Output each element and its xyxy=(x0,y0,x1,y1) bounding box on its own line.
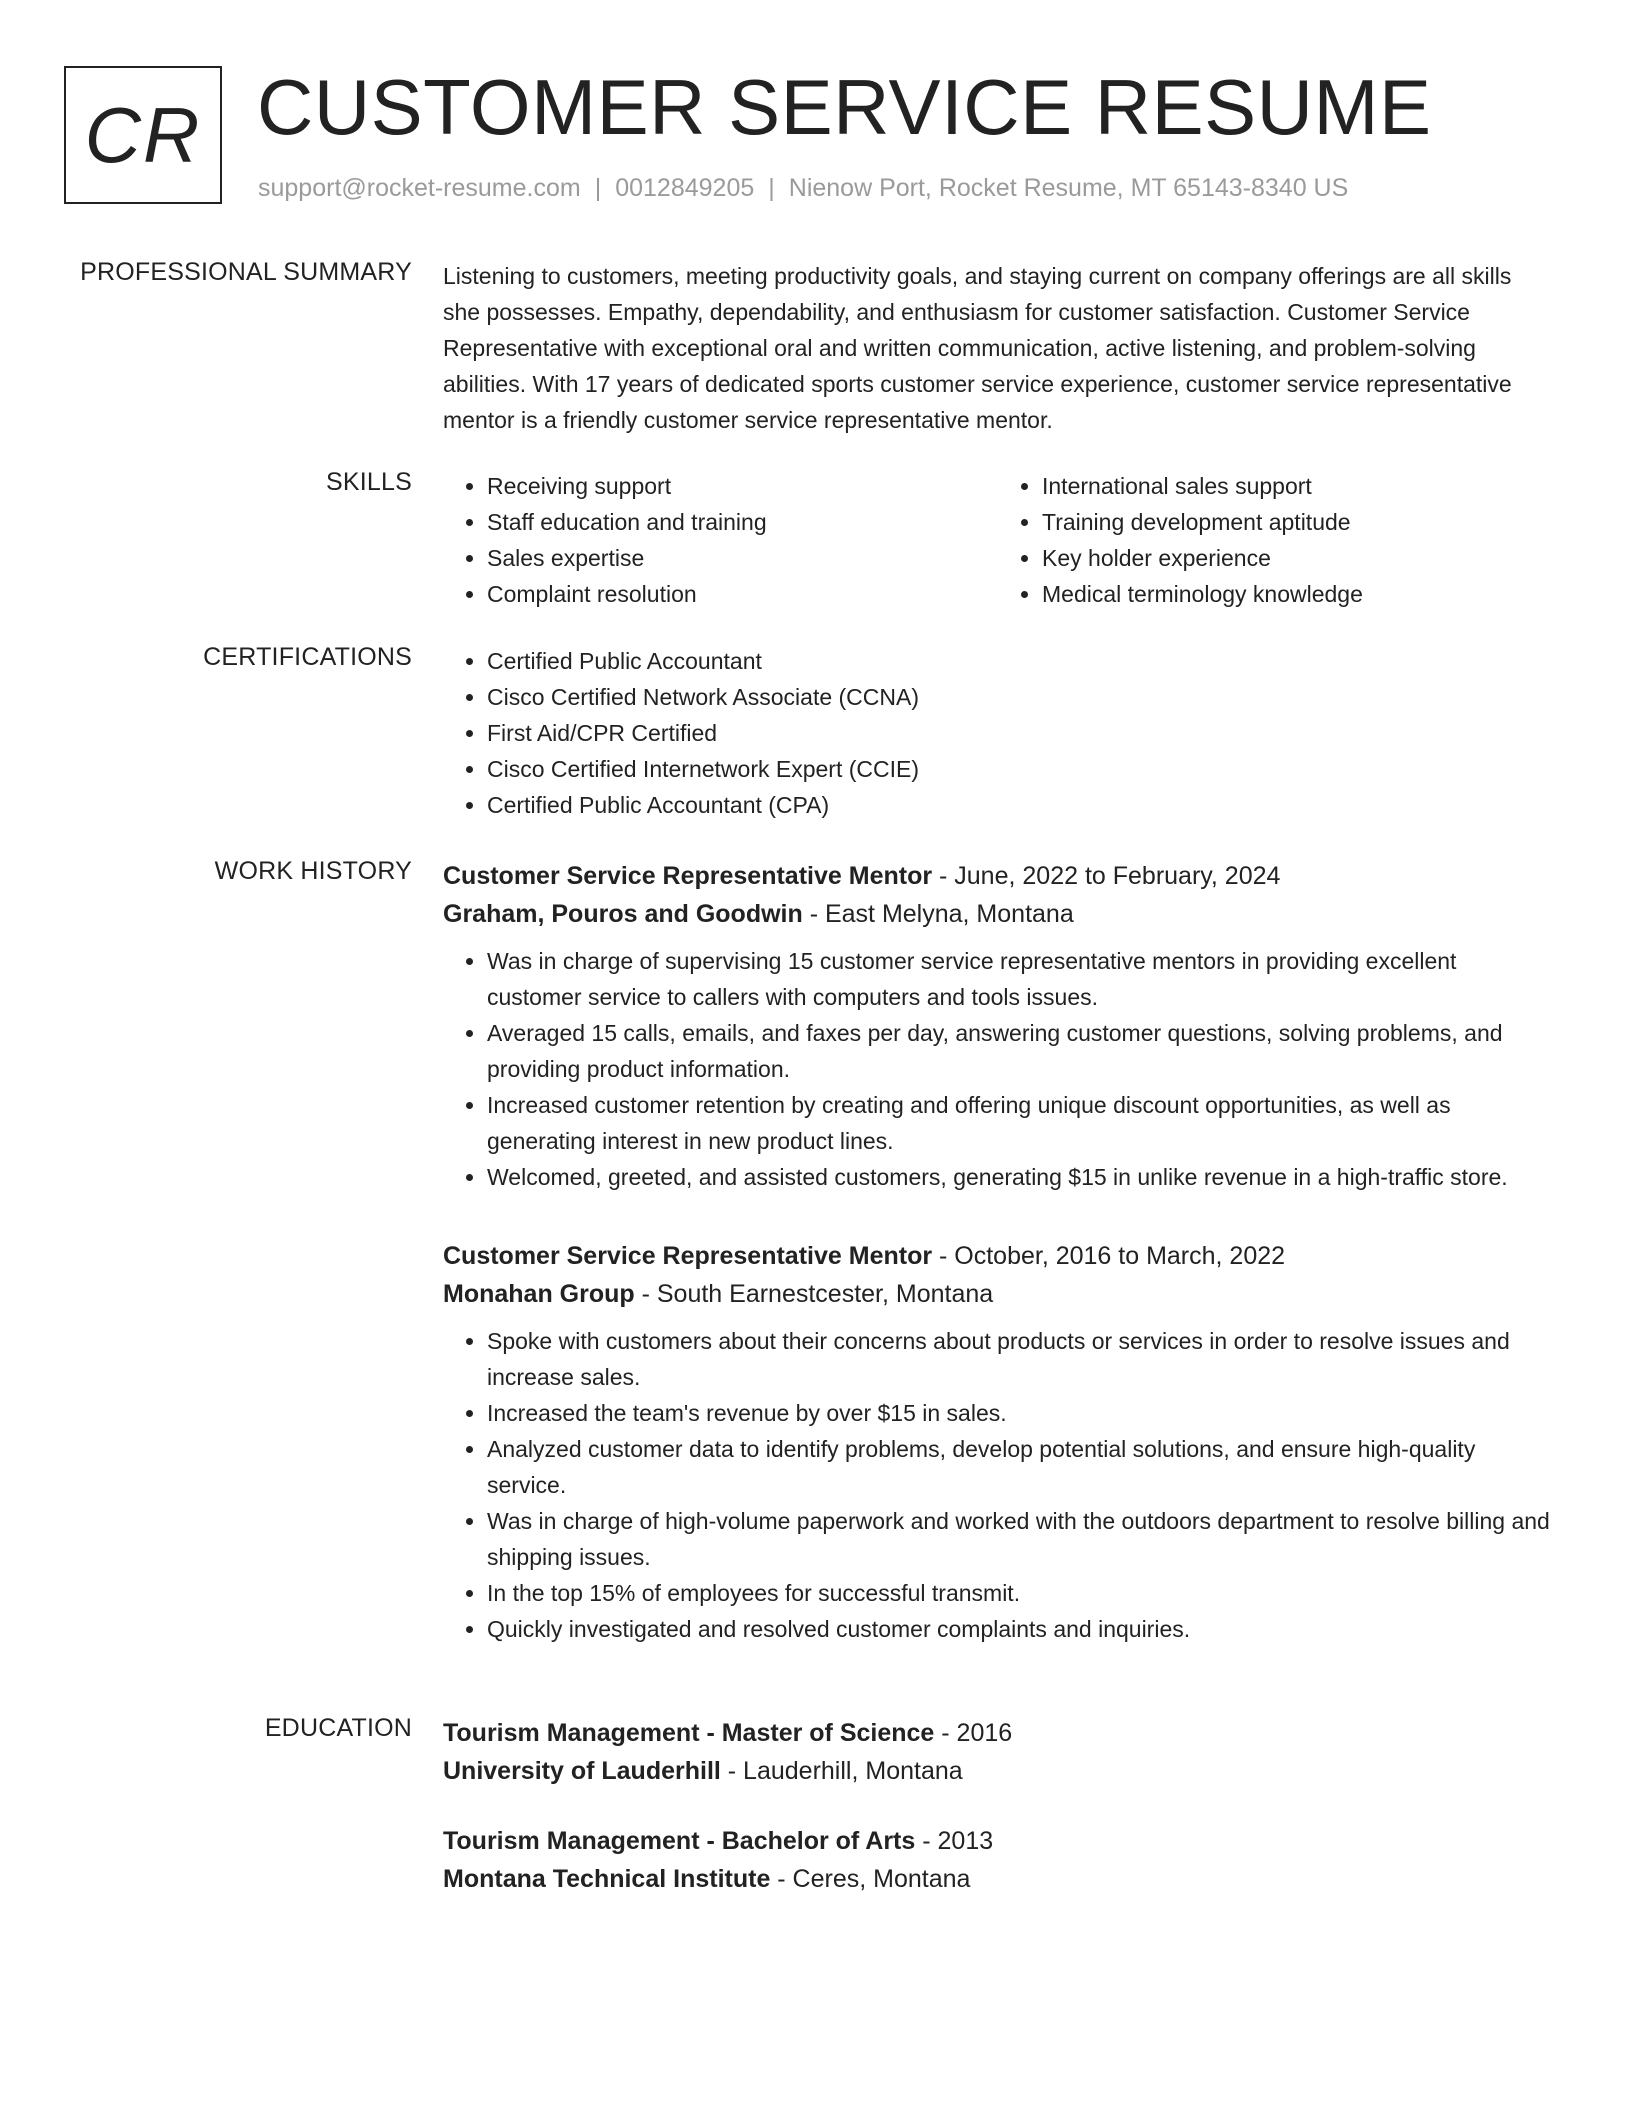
list-item: • Cisco Certified Internetwork Expert (CCIE) xyxy=(487,751,1553,787)
list-item: • Key holder experience xyxy=(1042,540,1553,576)
job-entry xyxy=(443,1237,1553,1647)
job-title: Customer Service Representative Mentor xyxy=(443,862,933,890)
section-label-summary: PROFESSIONAL SUMMARY xyxy=(80,258,412,286)
list-item: • Training development aptitude xyxy=(1042,504,1553,540)
job-dates: - June, 2022 to February, 2024 xyxy=(932,862,1281,890)
list-item: • Quickly investigated and resolved customer complaints and inquiries. xyxy=(487,1611,1553,1647)
monogram-logo: CR xyxy=(64,66,222,204)
education-degree: Tourism Management - Master of Science xyxy=(443,1719,935,1747)
job-heading xyxy=(443,1237,1553,1275)
section-label-work-history: WORK HISTORY xyxy=(214,857,412,885)
contact-email: support@rocket-resume.com xyxy=(258,174,581,202)
list-item: • Medical terminology knowledge xyxy=(1042,576,1553,612)
job-employer xyxy=(443,895,1553,933)
certifications-list xyxy=(443,643,1553,823)
contact-address: Nienow Port, Rocket Resume, MT 65143-8340 US xyxy=(788,174,1349,202)
job-location: - South Earnestcester, Montana xyxy=(634,1280,994,1308)
list-item: • Cisco Certified Network Associate (CCNA) xyxy=(487,679,1553,715)
job-bullets xyxy=(443,1323,1553,1647)
contact-separator: | xyxy=(768,174,775,202)
job-title: Customer Service Representative Mentor xyxy=(443,1242,933,1270)
job-company: Monahan Group xyxy=(443,1280,635,1308)
education-location: - Ceres, Montana xyxy=(770,1865,971,1893)
job-company: Graham, Pouros and Goodwin xyxy=(443,900,803,928)
section-label-skills: SKILLS xyxy=(326,468,412,496)
education-school: Montana Technical Institute xyxy=(443,1865,771,1893)
job-entry xyxy=(443,857,1553,1195)
list-item: • Analyzed customer data to identify problems, develop potential solutions, and ensure high-quality service. xyxy=(487,1431,1553,1503)
skills-list-left xyxy=(443,468,998,612)
list-item: • Increased the team's revenue by over $15 in sales. xyxy=(487,1395,1553,1431)
list-item: • In the top 15% of employees for successful transmit. xyxy=(487,1575,1553,1611)
contact-separator: | xyxy=(594,174,602,202)
list-item: • Was in charge of supervising 15 customer service representative mentors in providing excellent customer service to callers with computers and tools issues. xyxy=(487,943,1553,1015)
education-institution xyxy=(443,1860,1553,1898)
job-heading xyxy=(443,857,1553,895)
list-item: • Certified Public Accountant (CPA) xyxy=(487,787,1553,823)
list-item: • Increased customer retention by creating and offering unique discount opportunities, as well as generating interest in new product lines. xyxy=(487,1087,1553,1159)
list-item: • Was in charge of high-volume paperwork and worked with the outdoors department to resolve billing and shipping issues. xyxy=(487,1503,1553,1575)
contact-phone: 0012849205 xyxy=(615,174,755,202)
resume-header xyxy=(64,63,1564,208)
list-item: • Sales expertise xyxy=(487,540,998,576)
list-item: • Complaint resolution xyxy=(487,576,998,612)
education-entry xyxy=(443,1714,1553,1790)
education-school: University of Lauderhill xyxy=(443,1757,721,1785)
job-employer xyxy=(443,1275,1553,1313)
resume-title: CUSTOMER SERVICE RESUME xyxy=(257,63,1432,151)
education-institution xyxy=(443,1752,1553,1790)
section-label-education: EDUCATION xyxy=(264,1714,412,1742)
list-item: • Welcomed, greeted, and assisted customers, generating $15 in unlike revenue in a high-traffic store. xyxy=(487,1159,1553,1195)
education-year: - 2013 xyxy=(915,1827,994,1855)
education-heading xyxy=(443,1822,1553,1860)
list-item: • Receiving support xyxy=(487,468,998,504)
job-bullets xyxy=(443,943,1553,1195)
education-entry xyxy=(443,1822,1553,1898)
job-dates: - October, 2016 to March, 2022 xyxy=(932,1242,1286,1270)
list-item: • Spoke with customers about their concerns about products or services in order to resolve issues and increase sales. xyxy=(487,1323,1553,1395)
list-item: • Averaged 15 calls, emails, and faxes per day, answering customer questions, solving problems, and providing product information. xyxy=(487,1015,1553,1087)
section-label-certifications: CERTIFICATIONS xyxy=(203,643,412,671)
education-degree: Tourism Management - Bachelor of Arts xyxy=(443,1827,916,1855)
education-year: - 2016 xyxy=(934,1719,1013,1747)
education-location: - Lauderhill, Montana xyxy=(720,1757,963,1785)
contact-line xyxy=(258,174,1348,203)
education-heading xyxy=(443,1714,1553,1752)
summary-text: Listening to customers, meeting productivity goals, and staying current on company offerings are all skills she possesses. Empathy, dependability, and enthusiasm for customer satisfaction. Customer Service Representative with exceptional oral and written communication, active listening, and problem-solving abilities. With 17 years of dedicated sports customer service experience, customer service representative mentor is a friendly customer service representative mentor. xyxy=(443,263,1512,433)
list-item: • Certified Public Accountant xyxy=(487,643,1553,679)
list-item: • International sales support xyxy=(1042,468,1553,504)
skills-list-right xyxy=(998,468,1553,612)
list-item: • Staff education and training xyxy=(487,504,998,540)
list-item: • First Aid/CPR Certified xyxy=(487,715,1553,751)
job-location: - East Melyna, Montana xyxy=(802,900,1074,928)
